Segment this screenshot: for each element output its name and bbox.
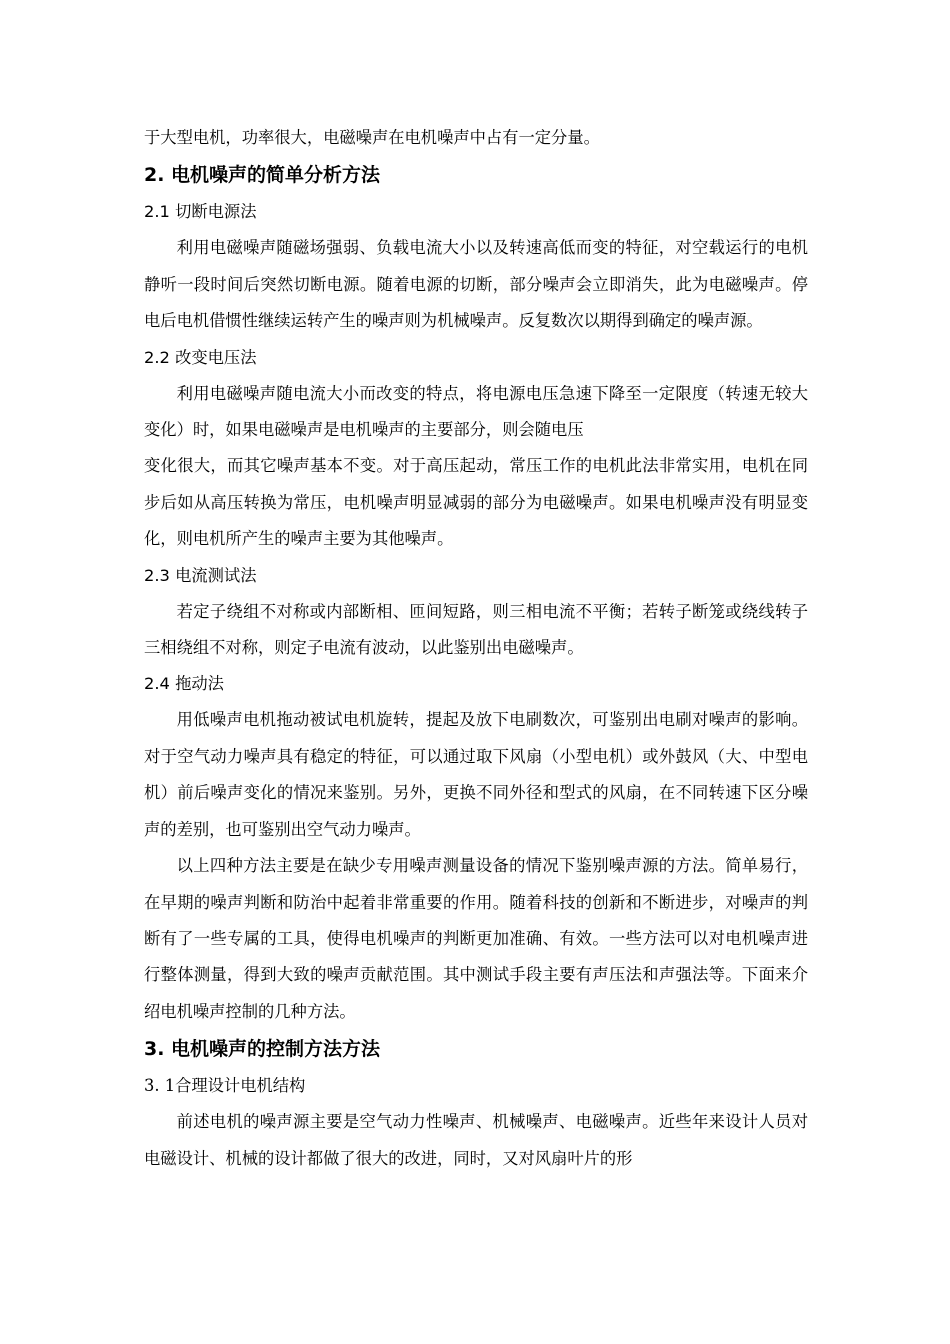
section-2-heading: 2. 电机噪声的简单分析方法 xyxy=(144,164,381,187)
subsection-2-1-paragraph: 利用电磁噪声随磁场强弱、负载电流大小以及转速高低而变的特征，对空载运行的电机静听一段时间后突然切断电源。随着电源的切断，部分噪声会立即消失，此为电磁噪声。停电后电机借惯性继续运转产生的噪声则为机械噪声。反复数次以期得到确定的噪声源。 xyxy=(144,238,808,331)
subsection-2-1-heading: 2.1 切断电源法 xyxy=(144,202,257,222)
subsection-2-3-heading: 2.3 电流测试法 xyxy=(144,565,257,585)
intro-paragraph: 于大型电机，功率很大，电磁噪声在电机噪声中占有一定分量。 xyxy=(144,128,600,147)
subsection-3-1-heading: 3. 1合理设计电机结构 xyxy=(144,1076,306,1096)
section-3-heading: 3. 电机噪声的控制方法方法 xyxy=(144,1038,381,1061)
subsection-2-4-paragraph: 用低噪声电机拖动被试电机旋转，提起及放下电刷数次，可鉴别出电刷对噪声的影响。对于空气动力噪声具有稳定的特征，可以通过取下风扇（小型电机）或外鼓风（大、中型电机）前后噪声变化的情况来鉴别。另外，更换不同外径和型式的风扇，在不同转速下区分噪声的差别，也可鉴别出空气动力噪声。 xyxy=(144,710,808,839)
summary-paragraph: 以上四种方法主要是在缺少专用噪声测量设备的情况下鉴别噪声源的方法。简单易行，在早期的噪声判断和防治中起着非常重要的作用。随着科技的创新和不断进步，对噪声的判断有了一些专属的工具，使得电机噪声的判断更加准确、有效。一些方法可以对电机噪声进行整体测量，得到大致的噪声贡献范围。其中测试手段主要有声压法和声强法等。下面来介绍电机噪声控制的几种方法。 xyxy=(144,856,808,1021)
subsection-2-2-paragraph-b: 变化很大，而其它噪声基本不变。对于高压起动，常压工作的电机此法非常实用，电机在同步后如从高压转换为常压，电机噪声明显减弱的部分为电磁噪声。如果电机噪声没有明显变化，则电机所产生的噪声主要为其他噪声。 xyxy=(144,456,808,549)
document-body xyxy=(144,120,808,1177)
subsection-3-1-paragraph: 前述电机的噪声源主要是空气动力性噪声、机械噪声、电磁噪声。近些年来设计人员对电磁设计、机械的设计都做了很大的改进，同时，又对风扇叶片的形 xyxy=(144,1112,808,1168)
subsection-2-4-heading: 2.4 拖动法 xyxy=(144,674,224,694)
subsection-2-3-paragraph: 若定子绕组不对称或内部断相、匝间短路，则三相电流不平衡；若转子断笼或绕线转子三相绕组不对称，则定子电流有波动，以此鉴别出电磁噪声。 xyxy=(144,601,808,658)
subsection-2-2-heading: 2.2 改变电压法 xyxy=(144,347,257,367)
subsection-2-2-paragraph-a: 利用电磁噪声随电流大小而改变的特点，将电源电压急速下降至一定限度（转速无较大变化）时，如果电磁噪声是电机噪声的主要部分，则会随电压 xyxy=(144,383,808,440)
